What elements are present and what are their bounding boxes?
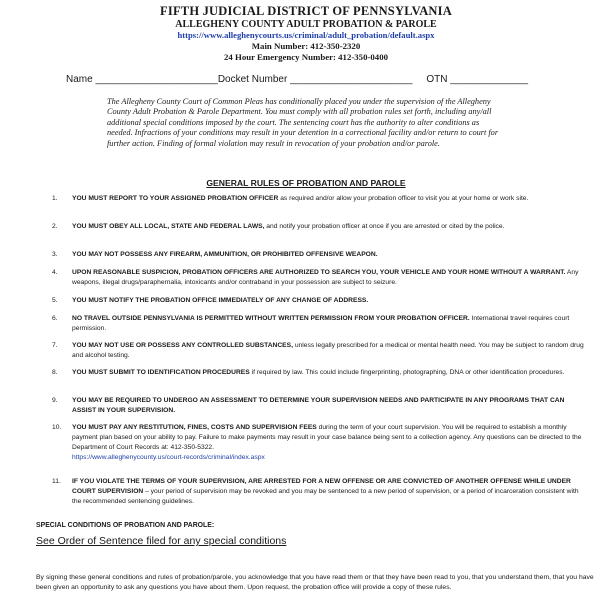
docket-label: Docket Number	[217, 74, 288, 85]
rule-2	[52, 222, 588, 232]
rule-heading: YOU MUST NOTIFY THE PROBATION OFFICE IMMEDIATELY OF ANY CHANGE OF ADDRESS.	[72, 297, 369, 304]
otn-field[interactable]: ______________	[450, 74, 529, 85]
rule-heading: YOU MAY NOT USE OR POSSESS ANY CONTROLLED SUBSTANCES,	[72, 342, 293, 349]
name-label: Name	[66, 74, 93, 85]
rule-heading: UPON REASONABLE SUSPICION, PROBATION OFFICERS ARE AUTHORIZED TO SEARCH YOU, YOUR VEHICLE AND YOUR HOME WITHOUT A WARRANT.	[72, 269, 566, 276]
rule-5	[52, 296, 588, 306]
rule-heading: YOU MAY NOT POSSESS ANY FIREARM, AMMUNITION, OR PROHIBITED OFFENSIVE WEAPON.	[72, 251, 378, 258]
docket-field[interactable]: ______________________	[290, 74, 413, 85]
court-records-link[interactable]: https://www.alleghenycounty.us/court-records/criminal/index.aspx	[72, 454, 265, 461]
rule-text: during the term of your court supervision. You will be required to establish a monthly payment plan based on your ability to pay. Failure to make payments may result in your case balance being sent to a collection agency. Any questions can be directed to the Department of Court Records at: 412-350-5322.	[72, 424, 582, 451]
rule-heading: YOU MUST SUBMIT TO IDENTIFICATION PROCEDURES	[72, 369, 250, 376]
rule-number: 9.	[52, 397, 58, 404]
rule-1	[52, 194, 588, 204]
rule-number: 4.	[52, 269, 58, 276]
rule-heading: NO TRAVEL OUTSIDE PENNSYLVANIA IS PERMITTED WITHOUT WRITTEN PERMISSION FROM YOUR PROBATION OFFICER.	[72, 315, 470, 322]
name-field[interactable]: ______________________	[95, 74, 218, 85]
rule-text: – your period of supervision may be revoked and you may be sentenced to a new period of supervision, or a period of incarceration consistent with the recommended sentencing guidelines.	[72, 488, 579, 505]
rule-number: 2.	[52, 223, 58, 230]
main-number: Main Number: 412-350-2320	[251, 41, 361, 51]
rule-4	[52, 268, 588, 288]
rule-3	[52, 250, 588, 260]
rules-title: GENERAL RULES OF PROBATION AND PAROLE	[206, 178, 406, 188]
identification-fields	[66, 74, 528, 85]
rule-number: 10.	[52, 424, 62, 431]
rule-heading: YOU MUST OBEY ALL LOCAL, STATE AND FEDERAL LAWS,	[72, 223, 265, 230]
district-title: FIFTH JUDICIAL DISTRICT OF PENNSYLVANIA	[160, 4, 452, 18]
signing-acknowledgement: By signing these general conditions and rules of probation/parole, you acknowledge that you have read them or that they have been read to you, that you understand them, that you have been given an opportunity to ask any questions you have about them. Upon request, the probation office will provide a copy of these rules.	[36, 574, 594, 591]
rule-number: 11.	[52, 478, 61, 485]
rule-6	[52, 314, 588, 334]
intro-paragraph: The Allegheny County Court of Common Pleas has conditionally placed you under the supervision of the Allegheny County Adult Probation & Parole Department. You must comply with all probation rules set forth, including any/all additional special conditions imposed by the court. The sentencing court has the authority to alter conditions as needed. Infractions of your conditions may result in your detention in a correctional facility and/or return to court for further action. Finding of formal violation may result in revocation of your probation and/or parole.	[107, 97, 499, 148]
rule-text: and notify your probation officer at once if you are arrested or cited by the police.	[264, 223, 505, 230]
special-conditions-link[interactable]: See Order of Sentence filed for any special conditions	[36, 535, 287, 547]
rule-number: 1.	[52, 195, 58, 202]
rule-8	[52, 368, 588, 378]
rule-heading: YOU MAY BE REQUIRED TO UNDERGO AN ASSESSMENT TO DETERMINE YOUR SUPERVISION NEEDS AND PARTICIPATE IN ANY PROGRAMS THAT CAN ASSIST IN YOUR SUPERVISION.	[72, 397, 565, 414]
rule-text: unless legally prescribed for a medical or mental health need. You may be subject to random drug and alcohol testing.	[72, 342, 584, 359]
otn-label: OTN	[426, 74, 448, 85]
rule-number: 3.	[52, 251, 58, 258]
rule-number: 6.	[52, 315, 58, 322]
department-subtitle: ALLEGHENY COUNTY ADULT PROBATION & PAROLE	[175, 19, 437, 30]
rule-heading: YOU MUST REPORT TO YOUR ASSIGNED PROBATION OFFICER	[72, 195, 279, 202]
rule-9	[52, 396, 588, 416]
rule-number: 8.	[52, 369, 58, 376]
rule-text: International travel requires court permission.	[72, 315, 570, 332]
department-url-link[interactable]: https://www.alleghenycourts.us/criminal/adult_probation/default.aspx	[177, 30, 435, 40]
rule-text: Any weapons, illegal drugs/paraphernalia, intoxicants and/or contraband in your possession are subject to seizure.	[72, 269, 579, 286]
rule-number: 7.	[52, 342, 58, 349]
rule-10	[52, 423, 588, 463]
rule-heading: YOU MUST PAY ANY RESTITUTION, FINES, COSTS AND SUPERVISION FEES	[72, 424, 317, 431]
rule-11	[52, 477, 588, 507]
emergency-number: 24 Hour Emergency Number: 412-350-0400	[223, 52, 389, 62]
rule-text: if required by law. This could include fingerprinting, photographing, DNA or other identification procedures.	[249, 369, 565, 376]
rule-number: 5.	[52, 297, 58, 304]
rule-text: as required and/or allow your probation officer to visit you at your home or work site.	[278, 195, 529, 202]
special-conditions-title: SPECIAL CONDITIONS OF PROBATION AND PAROLE:	[36, 522, 215, 529]
rule-heading: IF YOU VIOLATE THE TERMS OF YOUR SUPERVISION, ARE ARRESTED FOR A NEW OFFENSE OR ARE CONVICTED OF ANOTHER OFFENSE WHILE UNDER COURT SUPERVISION	[72, 478, 571, 495]
rule-7	[52, 341, 588, 361]
